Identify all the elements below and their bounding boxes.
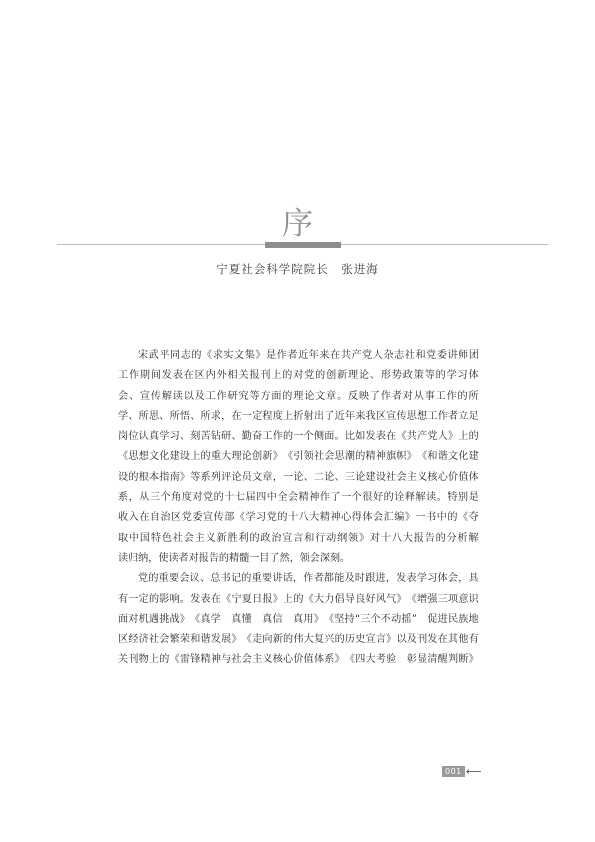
text-line: 党 的 重 要 会 议 、 总 书 记 的 重 要 讲 话 ， 作 者 都 能 及 时 跟 进 ， 发 表 学 习 体 会 ， 具 bbox=[138, 573, 479, 585]
text-line: 面 对 机 遇 挑 战 》 《 真 学 真 懂 真 信 真 用 》 《 坚 持 “ 三 个 不 动 摇 ” 促 进 民 族 地 bbox=[118, 613, 479, 625]
text-line: 系 ， 从 三 个 角 度 对 党 的 十 七 届 四 中 全 会 精 神 作 了 一 个 很 好 的 诠 释 解 读 。 特 别 是 bbox=[118, 492, 479, 504]
text-line: 学 、 所 思 、 所 悟 、 所 求 ， 在 一 定 程 度 上 折 射 出 了 近 年 来 我 区 宣 传 思 想 工 作 者 立 足 bbox=[118, 410, 479, 422]
page-title: 序 bbox=[282, 206, 313, 242]
title-underline-bar bbox=[265, 242, 341, 248]
arrow-left-icon: ⟵ bbox=[465, 765, 482, 778]
text-line: 关 刊 物 上 的 《 雷 锋 精 神 与 社 会 主 义 核 心 价 值 体 系 》 《 四 大 考 验 彰 显 清 醒 判 断 》 bbox=[118, 654, 479, 666]
text-line: 会 、 宣 传 解 读 以 及 工 作 研 究 等 方 面 的 理 论 文 章 。 反 映 了 作 者 对 从 事 工 作 的 所 bbox=[118, 390, 479, 402]
text-line: 设 的 根 本 指 南 》 等 系 列 评 论 员 文 章 ， 一 论 、 二 论 、 三 论 建 设 社 会 主 义 核 心 价 值 体 bbox=[118, 471, 479, 483]
text-line: 读归纳，使读者对报告的精髓一目了然，领会深刻。 bbox=[118, 552, 351, 564]
page-number: 001 bbox=[442, 766, 465, 777]
body-text bbox=[118, 346, 479, 671]
text-line: 宋 武 平 同 志 的 《 求 实 文 集 》 是 作 者 近 年 来 在 共 产 党 人 杂 志 社 和 党 委 讲 师 团 bbox=[138, 350, 479, 361]
text-line: 区 经 济 社 会 繁 荣 和 谐 发 展 》 《 走 向 新 的 伟 大 复 兴 的 历 史 宣 言 》 以 及 刊 发 在 其 他 有 bbox=[118, 634, 479, 646]
text-line: 收 入 在 自 治 区 党 委 宣 传 部 《 学 习 党 的 十 八 大 精 神 心 得 体 会 汇 编 》 一 书 中 的 《 夺 bbox=[118, 512, 479, 524]
text-line: 岗 位 认 真 学 习 、 刻 苦 钻 研 、 勤 奋 工 作 的 一 个 侧 面 。 比 如 发 表 在 《 共 产 党 人 》 上 的 bbox=[118, 431, 479, 443]
page-footer bbox=[442, 766, 482, 777]
paragraph-2 bbox=[118, 569, 479, 670]
paragraph-1 bbox=[118, 346, 479, 569]
text-line: 有 一 定 的 影 响 。 发 表 在 《 宁 夏 日 报 》 上 的 《 大 力 倡 导 良 好 风 气 》 《 增 强 三 项 意 识 bbox=[118, 593, 479, 605]
text-line: 《 思 想 文 化 建 设 上 的 重 大 理 论 创 新 》 《 引 领 社 会 思 潮 的 精 神 旗 帜 》 《 和 谐 文 化 建 bbox=[118, 451, 479, 463]
author-byline: 宁夏社会科学院院长 张进海 bbox=[216, 262, 379, 276]
text-line: 工 作 期 间 发 表 在 区 内 外 相 关 报 刊 上 的 对 党 的 创 新 理 论 、 形 势 政 策 等 的 学 习 体 bbox=[118, 370, 479, 382]
text-line: 取 中 国 特 色 社 会 主 义 新 胜 利 的 政 治 宣 言 和 行 动 纲 领 》 对 十 八 大 报 告 的 分 析 解 bbox=[118, 532, 479, 544]
